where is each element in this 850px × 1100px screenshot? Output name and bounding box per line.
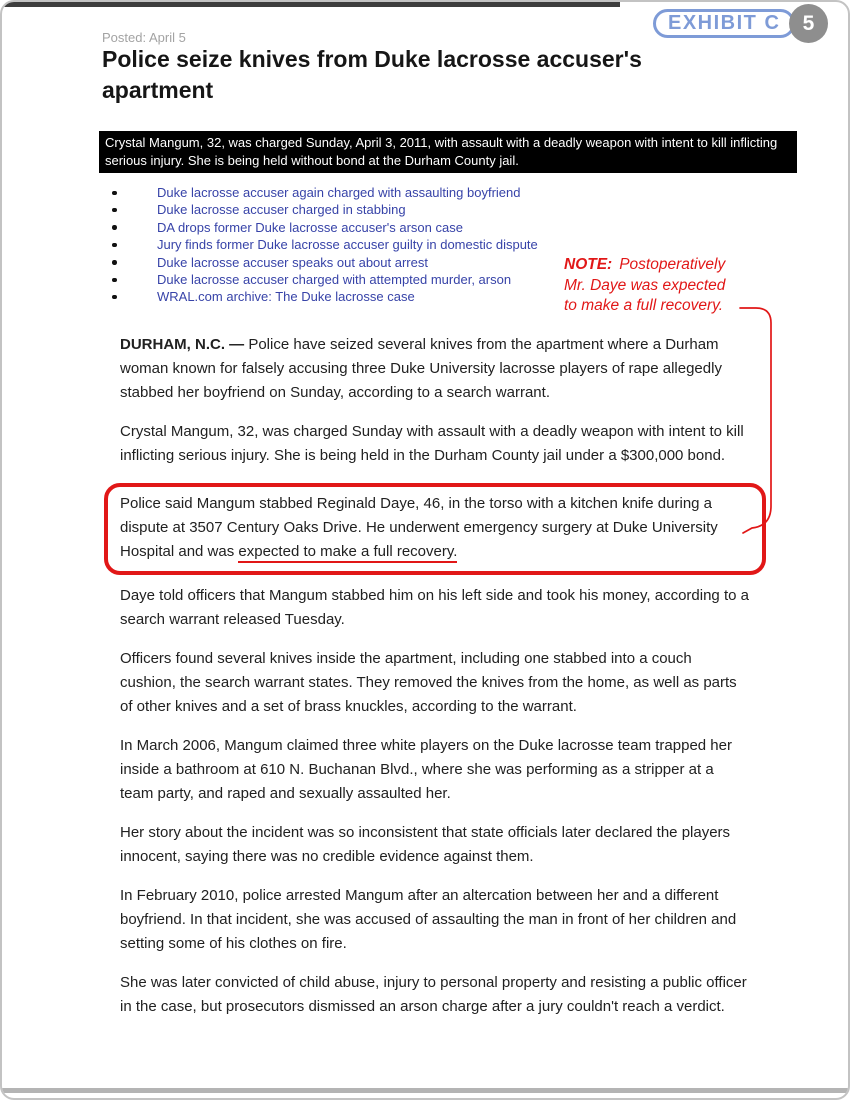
exhibit-number-badge (789, 4, 828, 43)
related-link[interactable]: Duke lacrosse accuser again charged with assaulting boyfriend (157, 185, 521, 200)
highlight-summary: Crystal Mangum, 32, was charged Sunday, April 3, 2011, with assault with a deadly weapon with intent to kill inflicting serious injury. She is being held without bond at the Durham County jail. (99, 131, 797, 173)
paragraph-text: Police have seized several knives from the apartment where a Durham woman known for falsely accusing three Duke University lacrosse players of rape allegedly stabbed her boyfriend on Sunday, according to a search warrant. (120, 336, 722, 401)
related-link-item (102, 184, 662, 201)
bullet-icon (112, 243, 117, 248)
bullet-icon (112, 208, 117, 213)
related-link[interactable]: Duke lacrosse accuser speaks out about arrest (157, 254, 428, 270)
exhibit-stamp (653, 9, 795, 38)
note-line (564, 255, 774, 276)
bullet-icon (112, 225, 117, 230)
related-link[interactable]: DA drops former Duke lacrosse accuser's arson case (157, 219, 463, 235)
related-link-item (102, 236, 662, 253)
paragraph-dateline (120, 333, 750, 405)
bullet-icon (112, 191, 117, 196)
article-headline: Police seize knives from Duke lacrosse accuser's apartment (102, 46, 642, 103)
related-link[interactable]: Jury finds former Duke lacrosse accuser guilty in domestic dispute (157, 237, 538, 253)
related-link-item (102, 201, 662, 218)
paragraph (120, 492, 748, 564)
related-link[interactable]: Duke lacrosse accuser charged in stabbing (157, 202, 406, 218)
related-link[interactable]: WRAL.com archive: The Duke lacrosse case (157, 289, 415, 305)
circled-paragraph (104, 483, 766, 575)
dateline: DURHAM, N.C. — (120, 336, 249, 353)
paragraph: Officers found several knives inside the apartment, including one stabbed into a couch cushion, the search warrant states. They removed the knives from the home, as well as parts of other knives and a set of brass knuckles, according to the warrant. (120, 650, 737, 715)
paragraph: Crystal Mangum, 32, was charged Sunday with assault with a deadly weapon with intent to kill inflicting serious injury. She is being held in the Durham County jail under a $300,000 bond. (120, 423, 744, 464)
related-link[interactable]: Duke lacrosse accuser charged with attempted murder, arson (157, 272, 512, 288)
bullet-icon (112, 295, 117, 300)
note-text: Postoperatively (619, 256, 726, 273)
related-link-item (102, 219, 662, 236)
handwritten-note (564, 255, 774, 317)
note-line: Mr. Daye was expected (564, 276, 726, 294)
note-line: to make a full recovery. (564, 297, 724, 314)
note-label: NOTE: (564, 256, 613, 273)
underlined-phrase: expected to make a full recovery. (238, 543, 457, 563)
article-body (120, 333, 750, 1034)
paragraph: In February 2010, police arrested Mangum after an altercation between her and a different boyfriend. In that incident, she was accused of assaulting the man in front of her children and setting some of his clothes on fire. (120, 887, 737, 952)
bottom-edge-bar (2, 1088, 848, 1093)
exhibit-number: 5 (802, 11, 815, 35)
top-edge-bar (2, 2, 620, 7)
bullet-icon (112, 278, 117, 283)
paragraph: Her story about the incident was so inconsistent that state officials later declared the players innocent, saying there was no credible evidence against them. (120, 824, 731, 865)
bullet-icon (112, 260, 117, 265)
exhibit-stamp-label: EXHIBIT C (668, 12, 781, 34)
posted-date: Posted: April 5 (102, 30, 186, 45)
paragraph: In March 2006, Mangum claimed three white players on the Duke lacrosse team trapped her inside a bathroom at 610 N. Buchanan Blvd., where she was performing as a stripper at a team party, and raped and sexually assaulted her. (120, 737, 732, 802)
paragraph: She was later convicted of child abuse, injury to personal property and resisting a public officer in the case, but prosecutors dismissed an arson charge after a jury couldn't reach a verdict. (120, 974, 747, 1015)
paragraph: Daye told officers that Mangum stabbed him on his left side and took his money, according to a search warrant released Tuesday. (120, 587, 749, 628)
paragraph-text: Police said Mangum stabbed Reginald Daye, 46, in the torso with a kitchen knife during a dispute at 3507 Century Oaks Drive. He underwent emergency surgery at Duke University Hospital and was (120, 495, 718, 560)
